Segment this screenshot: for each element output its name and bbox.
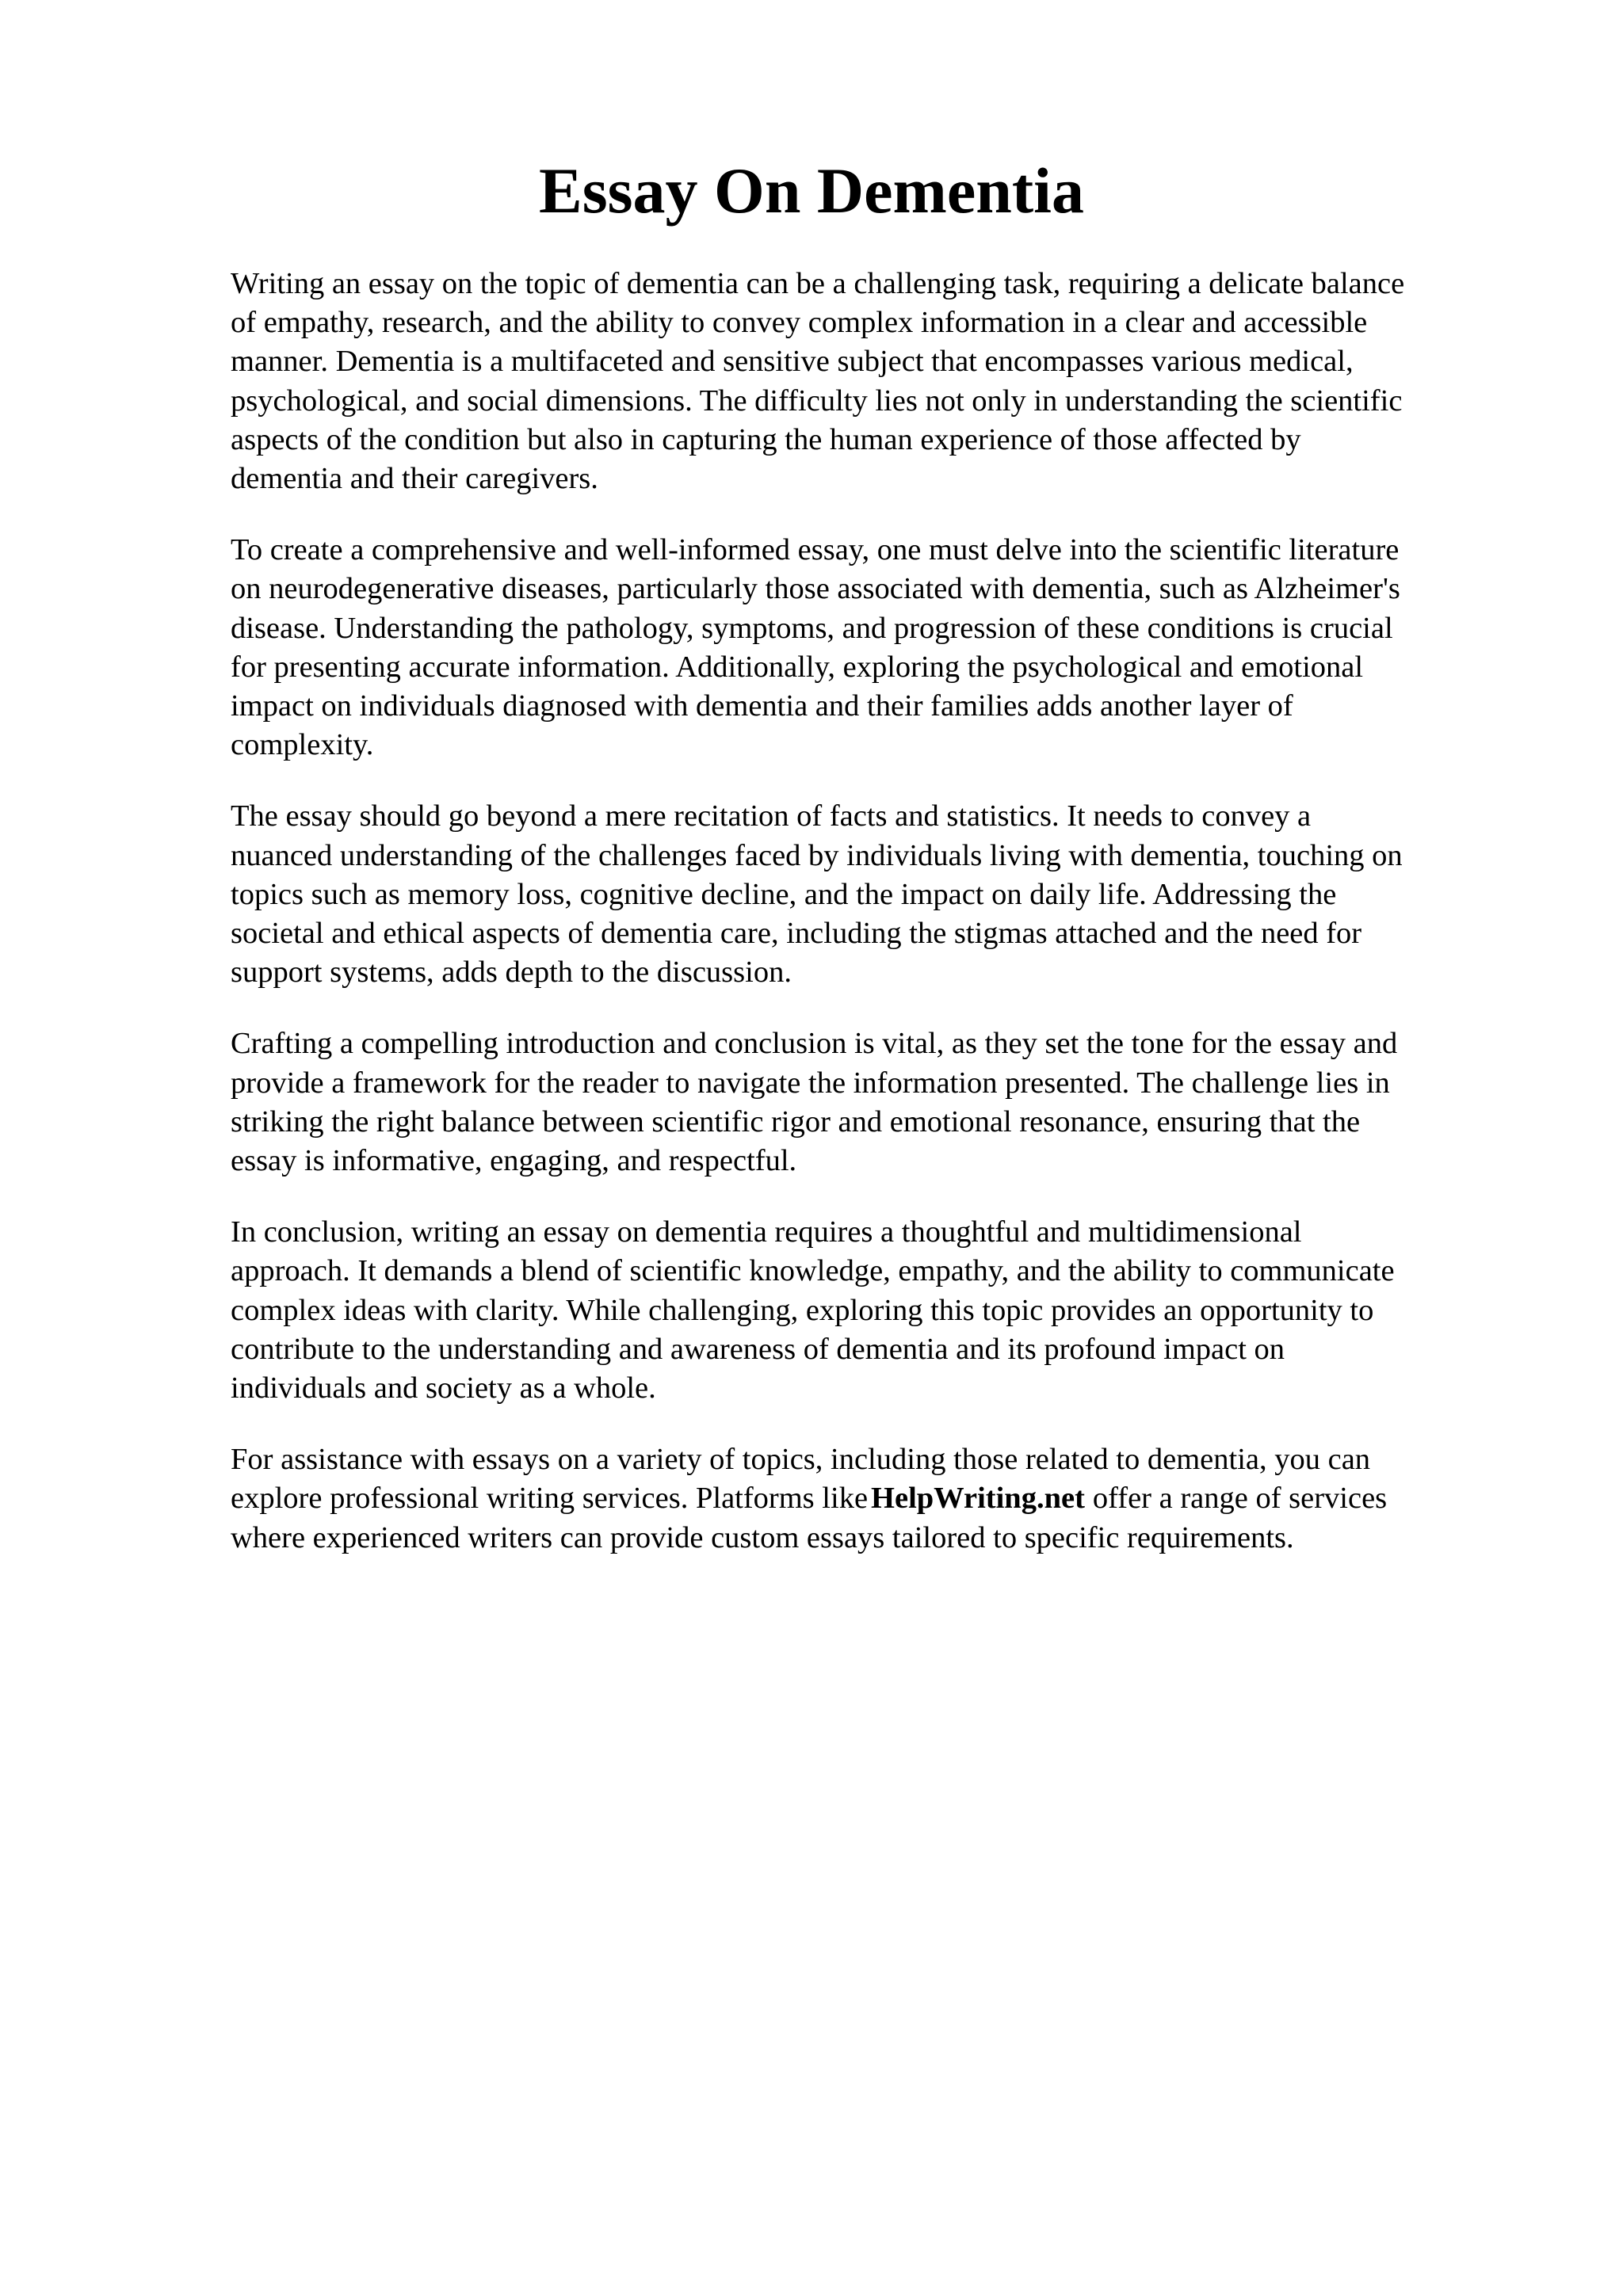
paragraph-line: impact on individuals diagnosed with dementia and their families adds another layer of (231, 689, 1293, 723)
line-text-after-brand: offer a range of services (1092, 1482, 1388, 1516)
brand-name: HelpWriting.net (871, 1482, 1085, 1516)
paragraph-line: complex ideas with clarity. While challenging, exploring this topic provides an opportunity to (231, 1293, 1374, 1327)
paragraph-line: striking the right balance between scientific rigor and emotional resonance, ensuring that the (231, 1104, 1361, 1138)
paragraph-line: provide a framework for the reader to navigate the information presented. The challenge lies in (231, 1066, 1390, 1100)
paragraph-line-with-brand (231, 1479, 1499, 1518)
paragraph-line: support systems, adds depth to the discussion. (231, 955, 792, 990)
paragraph-line: disease. Understanding the pathology, symptoms, and progression of these conditions is crucial (231, 611, 1393, 645)
paragraph-line: topics such as memory loss, cognitive decline, and the impact on daily life. Addressing the (231, 877, 1337, 911)
paragraph-3 (231, 797, 1499, 992)
paragraph-4 (231, 1024, 1499, 1180)
paragraph-line: complexity. (231, 728, 374, 762)
paragraph-line: individuals and society as a whole. (231, 1371, 656, 1405)
paragraph-line: Writing an essay on the topic of dementia can be a challenging task, requiring a delicate balance (231, 267, 1405, 300)
paragraph-line: In conclusion, writing an essay on dementia requires a thoughtful and multidimensional (231, 1215, 1302, 1249)
paragraph-line: The essay should go beyond a mere recitation of facts and statistics. It needs to convey a (231, 799, 1312, 833)
paragraph-line: approach. It demands a blend of scientific knowledge, empathy, and the ability to communicate (231, 1254, 1395, 1288)
essay-body (231, 265, 1499, 1590)
paragraph-line: essay is informative, engaging, and respectful. (231, 1144, 797, 1178)
paragraph-line: For assistance with essays on a variety of topics, including those related to dementia, you can (231, 1443, 1371, 1477)
paragraph-line: Crafting a compelling introduction and conclusion is vital, as they set the tone for the essay and (231, 1027, 1398, 1061)
paragraph-6 (231, 1440, 1499, 1558)
page-title: Essay On Dementia (539, 154, 1084, 227)
paragraph-line: for presenting accurate information. Additionally, exploring the psychological and emotional (231, 650, 1364, 684)
paragraph-line: manner. Dementia is a multifaceted and sensitive subject that encompasses various medical, (231, 345, 1354, 379)
paragraph-line: of empathy, research, and the ability to convey complex information in a clear and accessible (231, 306, 1368, 340)
line-text-before-brand: explore professional writing services. Platforms like (231, 1482, 869, 1516)
paragraph-5 (231, 1213, 1499, 1408)
paragraph-line: dementia and their caregivers. (231, 462, 598, 496)
paragraph-line: To create a comprehensive and well-informed essay, one must delve into the scientific literature (231, 533, 1400, 567)
paragraph-line: on neurodegenerative diseases, particularly those associated with dementia, such as Alzheimer's (231, 572, 1400, 606)
paragraph-line: aspects of the condition but also in capturing the human experience of those affected by (231, 422, 1301, 456)
paragraph-line: nuanced understanding of the challenges faced by individuals living with dementia, touching on (231, 838, 1403, 872)
paragraph-2 (231, 531, 1499, 765)
paragraph-1 (231, 265, 1499, 498)
paragraph-line: where experienced writers can provide custom essays tailored to specific requirements. (231, 1520, 1294, 1554)
paragraph-line: contribute to the understanding and awareness of dementia and its profound impact on (231, 1332, 1285, 1366)
paragraph-line: societal and ethical aspects of dementia care, including the stigmas attached and the need for (231, 917, 1362, 951)
paragraph-line: psychological, and social dimensions. The difficulty lies not only in understanding the scientific (231, 383, 1403, 418)
